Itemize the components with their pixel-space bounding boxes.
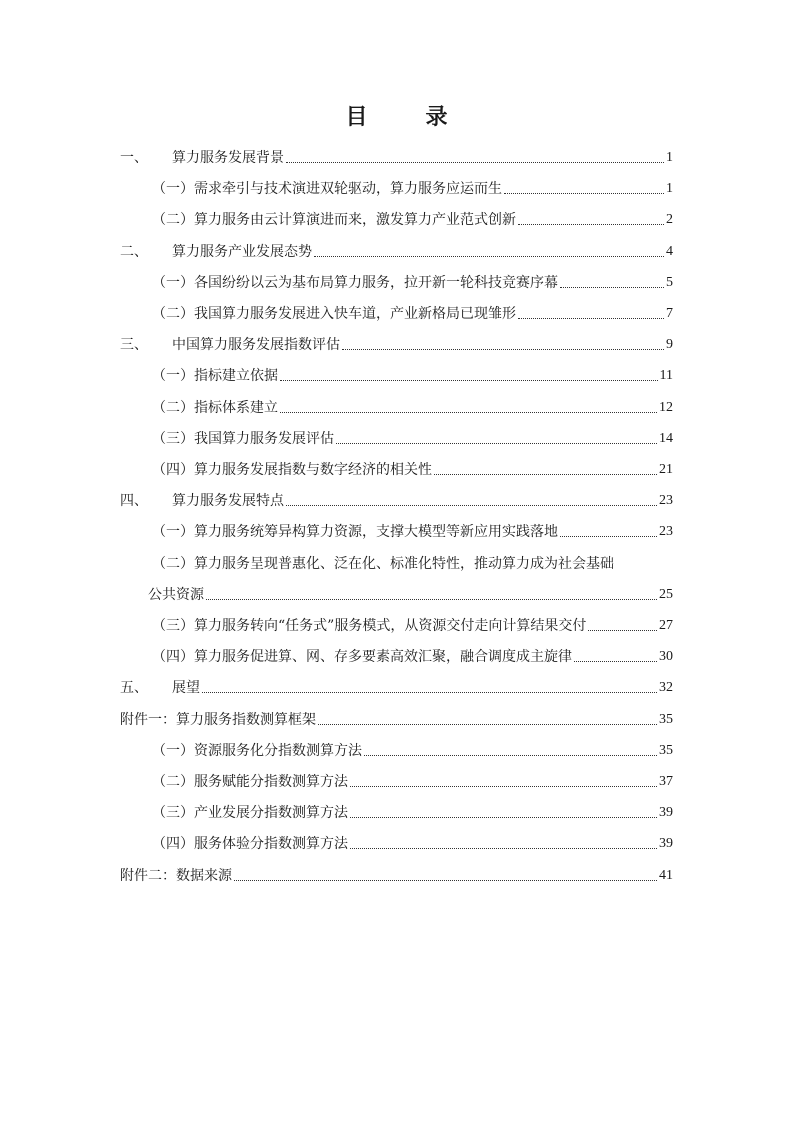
- toc-entry-number: 三、: [120, 337, 148, 354]
- toc-entry[interactable]: [152, 363, 673, 385]
- toc-entry-label: （二）我国算力服务发展进入快车道，产业新格局已现雏形: [152, 306, 516, 322]
- toc-leader-dots: [560, 536, 657, 537]
- toc-leader-dots: [280, 380, 658, 381]
- toc-entry[interactable]: [152, 395, 673, 417]
- toc-entry[interactable]: [152, 644, 673, 666]
- toc-entry-label: （一）各国纷纷以云为基布局算力服务，拉开新一轮科技竞赛序幕: [152, 274, 558, 291]
- toc-entry-label: （二）算力服务由云计算演进而来，激发算力产业范式创新: [152, 212, 516, 229]
- toc-entry-page-number: 14: [659, 430, 673, 446]
- toc-entry-page-number: 9: [666, 337, 673, 353]
- toc-leader-dots: [286, 505, 657, 506]
- toc-entry[interactable]: [152, 426, 673, 448]
- toc-entry-number: 一、: [120, 150, 148, 166]
- toc-leader-dots: [364, 755, 657, 756]
- toc-entry[interactable]: [120, 488, 673, 510]
- toc-entry-page-number: 11: [659, 368, 673, 384]
- toc-entry[interactable]: [152, 800, 673, 822]
- toc-entry-label: （一）指标建立依据: [152, 368, 278, 385]
- toc-entry[interactable]: [120, 239, 673, 261]
- toc-leader-dots: [234, 880, 657, 881]
- toc-entry-label: （二）服务赋能分指数测算方法: [152, 774, 348, 790]
- toc-entry[interactable]: [152, 270, 673, 292]
- toc-leader-dots: [202, 692, 657, 693]
- toc-entry[interactable]: [120, 145, 673, 167]
- toc-entry-page-number: 37: [659, 774, 673, 789]
- toc-entry-label: （一）需求牵引与技术演进双轮驱动，算力服务应运而生: [152, 181, 502, 198]
- toc-entry-page-number: 4: [666, 243, 673, 259]
- toc-entry-page-number: 35: [659, 742, 673, 758]
- toc-leader-dots: [318, 724, 657, 725]
- toc-entry-label: 算力服务产业发展态势: [172, 243, 312, 260]
- toc-entry-number: 二、: [120, 243, 148, 260]
- toc-entry-label: 中国算力服务发展指数评估: [172, 337, 340, 354]
- toc-entry-page-number: 21: [659, 462, 673, 477]
- toc-entry-label: （三）算力服务转向“任务式”服务模式，从资源交付走向计算结果交付: [152, 618, 587, 634]
- toc-leader-dots: [280, 412, 657, 413]
- toc-entry-page-number: 32: [659, 680, 673, 696]
- toc-entry-page-number: 7: [666, 306, 673, 321]
- toc-entry-page-number: 23: [659, 524, 673, 540]
- toc-leader-dots: [588, 630, 657, 631]
- toc-leader-dots: [336, 443, 657, 444]
- toc-leader-dots: [518, 318, 664, 319]
- toc-entry-page-number: 27: [659, 618, 673, 633]
- toc-entry[interactable]: [152, 551, 673, 573]
- toc-entry-label: （三）产业发展分指数测算方法: [152, 805, 348, 822]
- toc-title: 目 录: [345, 105, 466, 130]
- toc-entry-label: 算力服务发展背景: [172, 150, 284, 166]
- toc-entry-page-number: 41: [659, 867, 673, 883]
- toc-entry-page-number: 25: [659, 586, 673, 602]
- toc-entry[interactable]: [148, 582, 673, 604]
- toc-entry[interactable]: [152, 613, 673, 635]
- toc-entry-label: （一）资源服务化分指数测算方法: [152, 742, 362, 759]
- toc-entry[interactable]: [152, 519, 673, 541]
- toc-entry-page-number: 12: [659, 399, 673, 415]
- toc-leader-dots: [560, 287, 664, 288]
- toc-entry-label: 附件二：数据来源: [120, 867, 232, 884]
- toc-leader-dots: [206, 599, 657, 600]
- toc-entry-page-number: 1: [666, 150, 673, 165]
- toc-entry-page-number: 1: [666, 181, 673, 197]
- toc-entry-number: 四、: [120, 493, 148, 510]
- toc-entry-page-number: 2: [666, 212, 673, 228]
- toc-leader-dots: [434, 474, 657, 475]
- toc-entry-label: （一）算力服务统筹异构算力资源，支撑大模型等新应用实践落地: [152, 524, 558, 541]
- toc-entry[interactable]: [152, 207, 673, 229]
- toc-entry-number: 五、: [120, 680, 148, 697]
- toc-entry-label: （二）算力服务呈现普惠化、泛在化、标准化特性，推动算力成为社会基础: [152, 555, 614, 572]
- toc-entry-page-number: 23: [659, 493, 673, 509]
- toc-entry[interactable]: [120, 332, 673, 354]
- toc-entry-label: （四）算力服务促进算、网、存多要素高效汇聚，融合调度成主旋律: [152, 649, 572, 666]
- toc-leader-dots: [504, 193, 664, 194]
- toc-leader-dots: [574, 661, 657, 662]
- toc-entry[interactable]: [152, 176, 673, 198]
- toc-leader-dots: [350, 848, 657, 849]
- toc-entry[interactable]: [152, 301, 673, 323]
- toc-entry-label: （三）我国算力服务发展评估: [152, 430, 334, 447]
- toc-entry[interactable]: [120, 707, 673, 729]
- toc-entry[interactable]: [152, 457, 673, 479]
- toc-entry-page-number: 39: [659, 805, 673, 821]
- toc-entry-label: 展望: [172, 680, 200, 697]
- toc-entry-page-number: 5: [666, 274, 673, 290]
- toc-entry-label: 附件一：算力服务指数测算框架: [120, 711, 316, 728]
- toc-entry-label: （二）指标体系建立: [152, 399, 278, 416]
- toc-entry-label: 公共资源: [148, 586, 204, 603]
- toc-leader-dots: [286, 162, 664, 163]
- toc-entry-label: 算力服务发展特点: [172, 493, 284, 510]
- toc-entry-page-number: 35: [659, 711, 673, 727]
- toc-entry[interactable]: [120, 863, 673, 885]
- toc-entry[interactable]: [152, 769, 673, 791]
- toc-entry[interactable]: [152, 831, 673, 853]
- toc-entry[interactable]: [152, 738, 673, 760]
- toc-leader-dots: [342, 349, 664, 350]
- toc-leader-dots: [518, 224, 664, 225]
- toc-entry-page-number: 39: [659, 836, 673, 852]
- toc-entry-page-number: 30: [659, 649, 673, 665]
- toc-leader-dots: [314, 256, 664, 257]
- toc-entry[interactable]: [120, 675, 673, 697]
- toc-leader-dots: [350, 786, 657, 787]
- toc-entry-label: （四）算力服务发展指数与数字经济的相关性: [152, 462, 432, 478]
- toc-leader-dots: [350, 817, 657, 818]
- toc-entry-label: （四）服务体验分指数测算方法: [152, 836, 348, 853]
